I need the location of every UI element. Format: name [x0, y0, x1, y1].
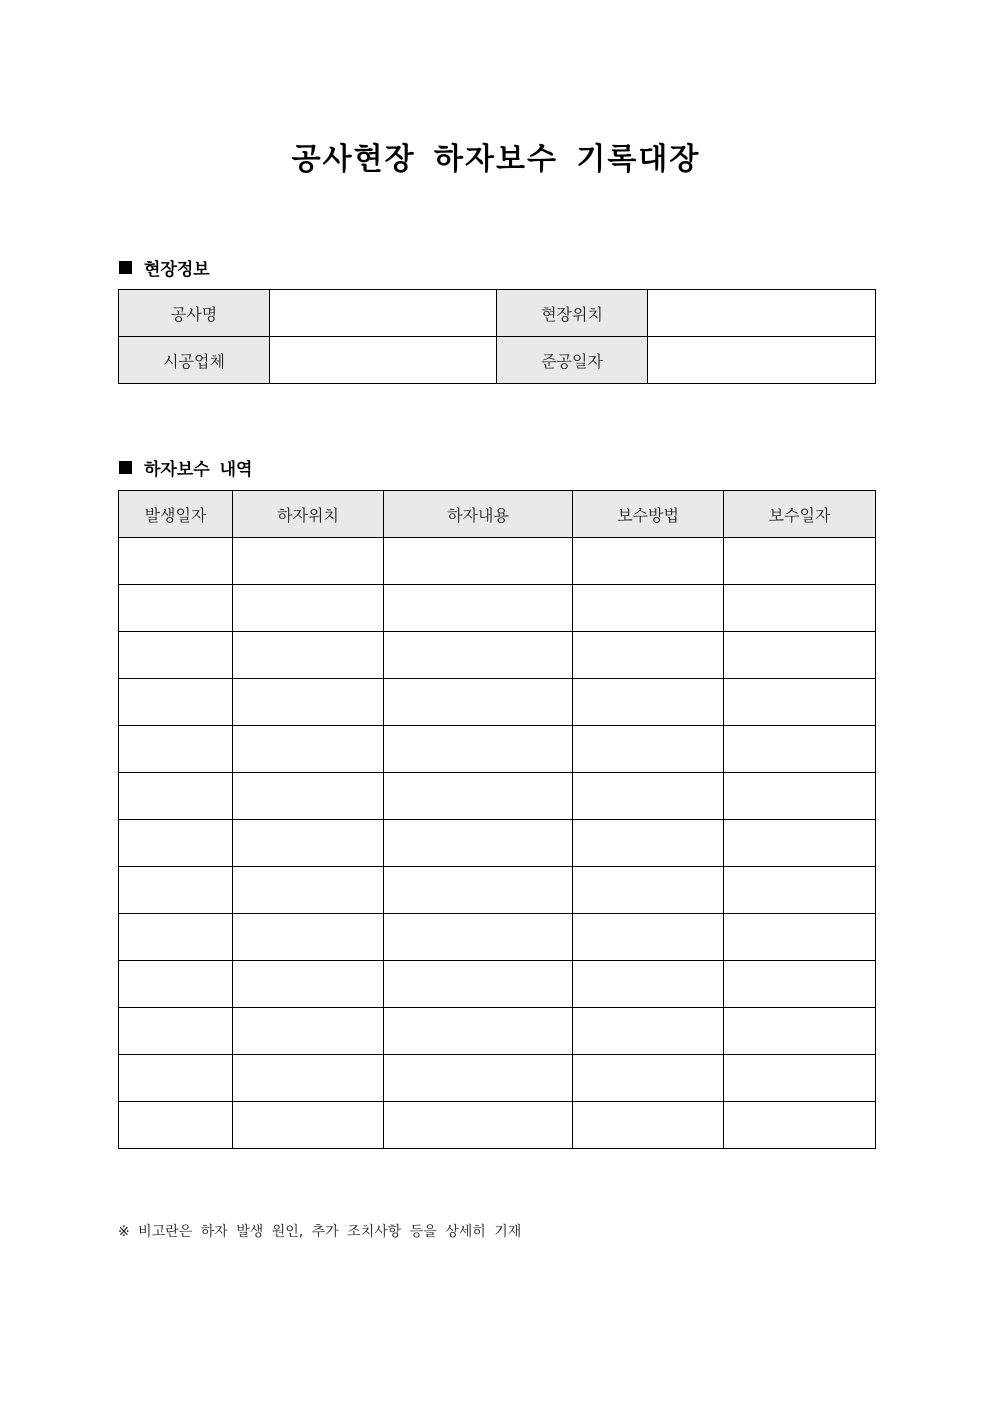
defect-location-cell[interactable]: [233, 820, 384, 867]
table-row: [119, 1102, 876, 1149]
defect-location-cell[interactable]: [233, 1008, 384, 1055]
occurrence-date-cell[interactable]: [119, 585, 233, 632]
defect-details-cell[interactable]: [384, 632, 573, 679]
defect-details-cell[interactable]: [384, 961, 573, 1008]
defect-location-cell[interactable]: [233, 867, 384, 914]
defect-details-cell[interactable]: [384, 679, 573, 726]
repair-date-cell[interactable]: [724, 820, 876, 867]
section-heading-text: 현장정보: [144, 260, 210, 280]
occurrence-date-cell[interactable]: [119, 1008, 233, 1055]
defect-details-cell[interactable]: [384, 726, 573, 773]
occurrence-date-cell[interactable]: [119, 961, 233, 1008]
repair-method-cell[interactable]: [573, 1055, 724, 1102]
column-header-repair-method: 보수방법: [573, 491, 724, 538]
column-header-defect-location: 하자위치: [233, 491, 384, 538]
defect-location-cell[interactable]: [233, 773, 384, 820]
repair-date-cell[interactable]: [724, 1055, 876, 1102]
table-row: [119, 585, 876, 632]
repair-date-cell[interactable]: [724, 1008, 876, 1055]
repair-method-cell[interactable]: [573, 914, 724, 961]
repair-method-cell[interactable]: [573, 726, 724, 773]
occurrence-date-cell[interactable]: [119, 679, 233, 726]
defect-location-cell[interactable]: [233, 1102, 384, 1149]
repair-date-cell[interactable]: [724, 632, 876, 679]
completion-date-field[interactable]: [648, 337, 876, 384]
defect-details-cell[interactable]: [384, 867, 573, 914]
square-bullet-icon: [119, 261, 132, 274]
site-info-table: [118, 289, 876, 384]
defect-location-cell[interactable]: [233, 1055, 384, 1102]
repair-date-cell[interactable]: [724, 773, 876, 820]
table-row: [119, 914, 876, 961]
defect-location-cell[interactable]: [233, 585, 384, 632]
defect-location-cell[interactable]: [233, 726, 384, 773]
defect-details-cell[interactable]: [384, 914, 573, 961]
table-row: [119, 290, 876, 337]
repair-method-cell[interactable]: [573, 679, 724, 726]
square-bullet-icon: [119, 461, 132, 474]
table-header-row: [119, 491, 876, 538]
occurrence-date-cell[interactable]: [119, 726, 233, 773]
table-row: [119, 679, 876, 726]
occurrence-date-cell[interactable]: [119, 1055, 233, 1102]
table-row: [119, 1055, 876, 1102]
repair-date-cell[interactable]: [724, 914, 876, 961]
footer-note: ※ 비고란은 하자 발생 원인, 추가 조치사항 등을 상세히 기재: [118, 1224, 522, 1240]
occurrence-date-cell[interactable]: [119, 820, 233, 867]
defect-location-cell[interactable]: [233, 538, 384, 585]
repair-date-cell[interactable]: [724, 726, 876, 773]
section-heading-repair-log: [119, 455, 252, 480]
occurrence-date-cell[interactable]: [119, 773, 233, 820]
repair-method-cell[interactable]: [573, 961, 724, 1008]
table-row: [119, 773, 876, 820]
occurrence-date-cell[interactable]: [119, 1102, 233, 1149]
repair-method-cell[interactable]: [573, 867, 724, 914]
repair-date-cell[interactable]: [724, 585, 876, 632]
column-header-repair-date: 보수일자: [724, 491, 876, 538]
occurrence-date-cell[interactable]: [119, 867, 233, 914]
label-contractor: 시공업체: [119, 337, 270, 384]
column-header-occurrence-date: 발생일자: [119, 491, 233, 538]
defect-location-cell[interactable]: [233, 914, 384, 961]
column-header-defect-details: 하자내용: [384, 491, 573, 538]
defect-details-cell[interactable]: [384, 1008, 573, 1055]
contractor-field[interactable]: [270, 337, 497, 384]
repair-method-cell[interactable]: [573, 1008, 724, 1055]
defect-location-cell[interactable]: [233, 961, 384, 1008]
table-row: [119, 632, 876, 679]
table-row: [119, 538, 876, 585]
repair-log-table: [118, 490, 876, 1149]
occurrence-date-cell[interactable]: [119, 538, 233, 585]
repair-method-cell[interactable]: [573, 585, 724, 632]
repair-date-cell[interactable]: [724, 961, 876, 1008]
occurrence-date-cell[interactable]: [119, 914, 233, 961]
defect-details-cell[interactable]: [384, 820, 573, 867]
document-title: 공사현장 하자보수 기록대장: [291, 142, 701, 177]
defect-details-cell[interactable]: [384, 538, 573, 585]
label-completion-date: 준공일자: [497, 337, 648, 384]
label-site-location: 현장위치: [497, 290, 648, 337]
defect-details-cell[interactable]: [384, 585, 573, 632]
section-heading-text: 하자보수 내역: [144, 460, 253, 480]
table-row: [119, 726, 876, 773]
defect-details-cell[interactable]: [384, 1055, 573, 1102]
repair-date-cell[interactable]: [724, 867, 876, 914]
repair-date-cell[interactable]: [724, 679, 876, 726]
repair-method-cell[interactable]: [573, 820, 724, 867]
repair-method-cell[interactable]: [573, 773, 724, 820]
defect-location-cell[interactable]: [233, 632, 384, 679]
table-row: [119, 820, 876, 867]
section-heading-site-info: [119, 255, 210, 280]
table-row: [119, 1008, 876, 1055]
defect-details-cell[interactable]: [384, 773, 573, 820]
repair-date-cell[interactable]: [724, 1102, 876, 1149]
occurrence-date-cell[interactable]: [119, 632, 233, 679]
project-name-field[interactable]: [270, 290, 497, 337]
table-row: [119, 961, 876, 1008]
defect-location-cell[interactable]: [233, 679, 384, 726]
site-location-field[interactable]: [648, 290, 876, 337]
defect-details-cell[interactable]: [384, 1102, 573, 1149]
label-project-name: 공사명: [119, 290, 270, 337]
repair-date-cell[interactable]: [724, 538, 876, 585]
repair-method-cell[interactable]: [573, 538, 724, 585]
table-row: [119, 867, 876, 914]
table-row: [119, 337, 876, 384]
repair-method-cell[interactable]: [573, 1102, 724, 1149]
repair-method-cell[interactable]: [573, 632, 724, 679]
